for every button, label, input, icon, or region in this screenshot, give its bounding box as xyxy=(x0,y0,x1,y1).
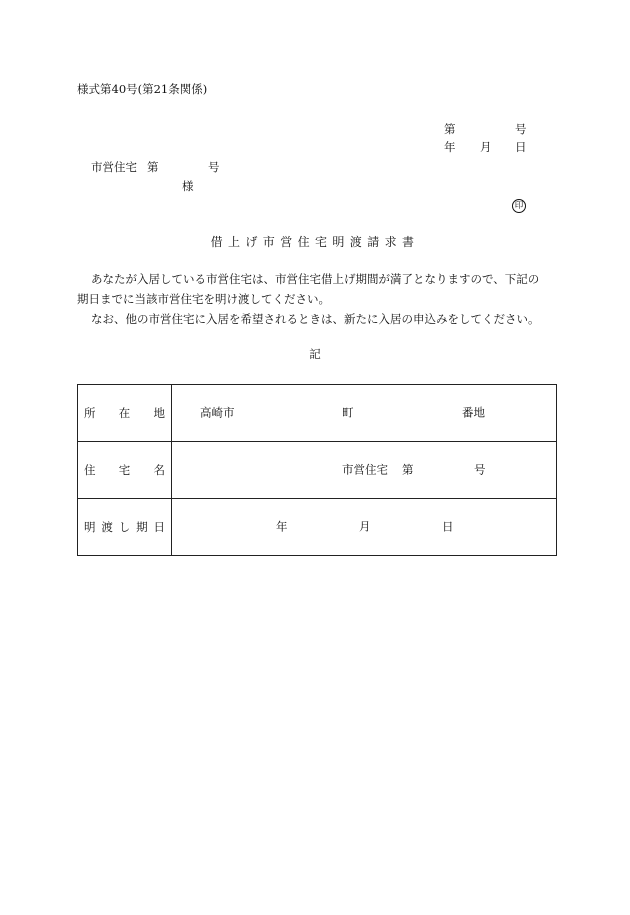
address-label-cell xyxy=(78,385,172,442)
housing-name-label xyxy=(78,462,171,478)
date-month-label: 月 xyxy=(480,140,492,154)
vacate-date-value-cell[interactable] xyxy=(172,499,557,556)
housing-name-housing-label: 市営住宅 xyxy=(342,462,388,477)
housing-name-label-cell xyxy=(78,442,172,499)
table-row-vacate-date xyxy=(78,499,557,556)
document-number-suffix: 号 xyxy=(515,122,527,136)
vacate-date-label-char: 渡 xyxy=(101,520,113,534)
document-title: 借上げ市営住宅明渡請求書 xyxy=(210,235,420,249)
recipient-number-suffix: 号 xyxy=(208,160,220,174)
body-text-line-3: なお、他の市営住宅に入居を希望されるときは、新たに入居の申込みをしてください。 xyxy=(91,312,540,326)
vacate-date-label-char: し xyxy=(118,520,131,534)
vacate-date-label-char: 明 xyxy=(84,520,96,534)
address-label-char: 所 xyxy=(84,406,96,420)
address-label-char: 在 xyxy=(118,406,131,420)
form-number: 様式第40号(第21条関係) xyxy=(77,82,208,96)
address-label xyxy=(78,405,171,421)
address-city: 高崎市 xyxy=(200,405,235,420)
address-label-char: 地 xyxy=(153,406,165,420)
table-row-address xyxy=(78,385,557,442)
seal-mark-icon: 印 xyxy=(512,199,526,213)
vacate-date-label-char: 期 xyxy=(136,520,148,534)
vacate-date-label-char: 日 xyxy=(153,520,165,534)
body-text-line-1: あなたが入居している市営住宅は、市営住宅借上げ期間が満了となりますので、下記の xyxy=(91,272,540,286)
recipient-honorific: 様 xyxy=(182,179,194,193)
vacate-date-label xyxy=(78,519,171,535)
vacate-date-day-label: 日 xyxy=(442,519,454,534)
address-value-cell[interactable] xyxy=(172,385,557,442)
housing-name-label-char: 宅 xyxy=(118,463,131,477)
date-day-label: 日 xyxy=(515,140,527,154)
housing-name-value-cell[interactable] xyxy=(172,442,557,499)
housing-name-number-suffix: 号 xyxy=(474,462,486,477)
recipient-housing-label: 市営住宅 xyxy=(91,160,137,174)
housing-name-label-char: 名 xyxy=(153,463,165,477)
housing-name-number-prefix: 第 xyxy=(402,462,414,477)
date-year-label: 年 xyxy=(444,140,456,154)
housing-name-label-char: 住 xyxy=(84,463,96,477)
vacate-date-month-label: 月 xyxy=(359,519,371,534)
address-lot-label: 番地 xyxy=(462,405,485,420)
document-number-prefix: 第 xyxy=(444,122,456,136)
body-text-line-2: 期日までに当該市営住宅を明け渡してください。 xyxy=(77,292,330,306)
address-town-label: 町 xyxy=(342,405,354,420)
recipient-number-prefix: 第 xyxy=(147,160,159,174)
table-row-housing-name xyxy=(78,442,557,499)
vacate-date-year-label: 年 xyxy=(276,519,288,534)
ki-label: 記 xyxy=(309,347,321,361)
details-table xyxy=(77,384,557,556)
vacate-date-label-cell xyxy=(78,499,172,556)
